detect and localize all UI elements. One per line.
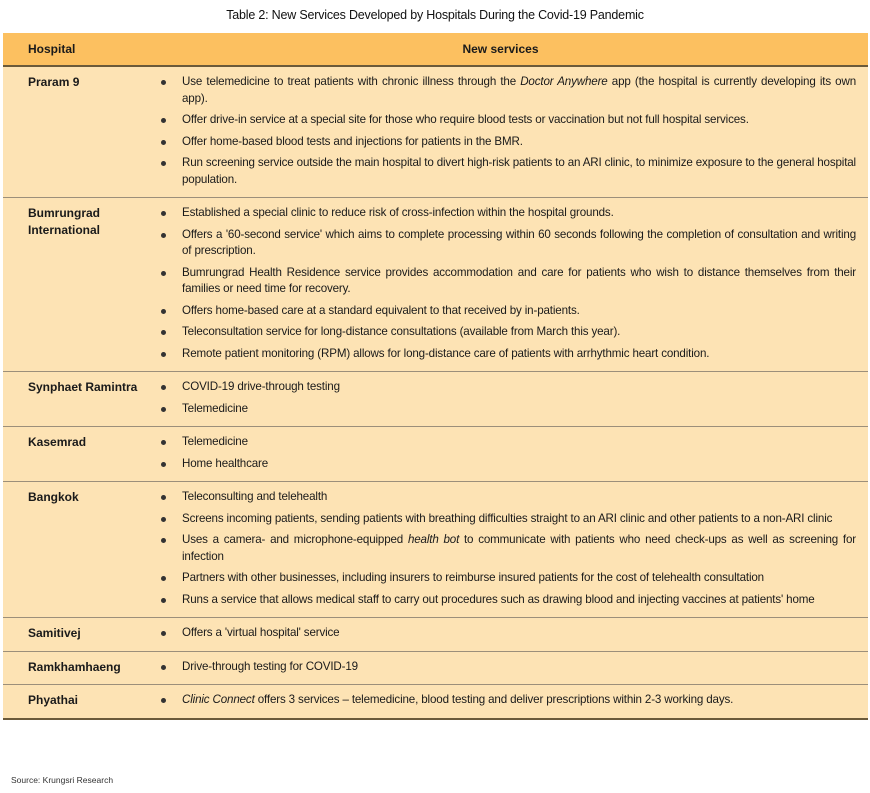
services-list [153, 202, 868, 367]
service-item [153, 324, 868, 341]
service-item [153, 489, 868, 506]
service-text: Run screening service outside the main hospital to divert high-risk patients to an ARI clinic, to minimize exposure to the general hospital population. [182, 156, 856, 186]
service-text: Offer home-based blood tests and injections for patients in the BMR. [182, 134, 523, 148]
service-emphasis: health bot [407, 533, 460, 546]
hospital-name: Samitivej [28, 626, 81, 640]
service-text: COVID-19 drive-through testing [182, 380, 340, 393]
service-item [153, 155, 868, 188]
services-list [153, 376, 868, 422]
header-new-services: New services [462, 42, 539, 56]
hospital-name: Praram 9 [28, 75, 80, 89]
service-text: Offers a 'virtual hospital' service [182, 626, 340, 639]
service-text: Offer drive-in service at a special site for those who require blood tests or vaccination but not full hospital services. [182, 113, 749, 126]
hospital-name: Ramkhamhaeng [28, 659, 121, 674]
service-text: offers 3 services – telemedicine, blood testing and deliver prescriptions within 2-3 working days. [254, 693, 734, 706]
table-header [3, 33, 868, 67]
table-row [3, 685, 868, 720]
table-row [3, 198, 868, 372]
services-list [153, 689, 868, 714]
service-item [153, 625, 868, 642]
header-hospital: Hospital [28, 42, 76, 56]
hospital-services-table [3, 33, 868, 720]
hospital-name: Bangkok [28, 490, 79, 504]
hospital-name: Synphaet Ramintra [28, 380, 138, 394]
service-text: Telemedicine [182, 401, 248, 415]
service-item [153, 456, 868, 473]
service-item [153, 434, 868, 451]
service-text: Offers home-based care at a standard equivalent to that received by in-patients. [182, 303, 580, 317]
table-body [3, 67, 868, 720]
service-text: Uses a camera- and microphone-equipped [182, 533, 408, 546]
service-item [153, 379, 868, 396]
service-text: app (the hospital is currently developing its own app). [182, 75, 857, 105]
service-text: Runs a service that allows medical staff to carry out procedures such as drawing blood and injecting vaccines at patients' home [182, 592, 815, 606]
services-list [153, 431, 868, 477]
services-list [153, 486, 868, 613]
service-item [153, 74, 868, 107]
table-row [3, 372, 868, 427]
service-text: Partners with other businesses, including insurers to reimburse insured patients for the cost of telehealth consultation [182, 571, 764, 584]
service-text: to communicate with patients who need check-ups as well as screening for infection [182, 533, 857, 563]
table-row [3, 652, 868, 686]
table-row [3, 427, 868, 482]
table-row [3, 482, 868, 618]
service-text: Bumrungrad Health Residence service provides accommodation and care for patients who wish to distance themselves from their families or need time for recovery. [182, 265, 856, 295]
service-text: Use telemedicine to treat patients with chronic illness through the [182, 75, 521, 88]
service-text: Teleconsultation service for long-distance consultations (available from March this year). [182, 325, 621, 338]
service-text: Drive-through testing for COVID-19 [182, 659, 358, 673]
service-text: Established a special clinic to reduce risk of cross-infection within the hospital grounds. [182, 206, 614, 219]
service-item [153, 303, 868, 320]
service-emphasis: Doctor Anywhere [520, 75, 608, 88]
service-text: Teleconsulting and telehealth [182, 490, 328, 503]
service-item [153, 659, 868, 676]
service-item [153, 592, 868, 609]
service-item [153, 511, 868, 528]
service-text: Telemedicine [182, 435, 248, 448]
service-item [153, 265, 868, 298]
hospital-name: Bumrungrad International [28, 206, 101, 237]
service-item [153, 205, 868, 222]
service-text: Offers a '60-second service' which aims to complete processing within 60 seconds following the completion of consultation and writing of prescription. [182, 227, 856, 257]
table-row [3, 67, 868, 198]
services-list [153, 71, 868, 193]
service-item [153, 532, 868, 565]
services-list [153, 656, 868, 681]
service-item [153, 401, 868, 418]
service-text: Screens incoming patients, sending patients with breathing difficulties straight to an ARI clinic and other patients to a non-ARI clinic [182, 511, 833, 525]
service-item [153, 134, 868, 151]
service-item [153, 346, 868, 363]
service-item [153, 112, 868, 129]
service-text: Home healthcare [182, 456, 269, 470]
service-text: Remote patient monitoring (RPM) allows for long-distance care of patients with arrhythmic heart condition. [182, 346, 710, 360]
source-note: Source: Krungsri Research [11, 775, 114, 785]
table-title: Table 2: New Services Developed by Hospitals During the Covid-19 Pandemic [226, 8, 644, 22]
service-item [153, 570, 868, 587]
service-emphasis: Clinic Connect [182, 693, 255, 706]
service-item [153, 227, 868, 260]
table-row [3, 618, 868, 652]
hospital-name: Kasemrad [28, 435, 87, 449]
hospital-name: Phyathai [28, 693, 79, 707]
services-list [153, 622, 868, 647]
service-item [153, 692, 868, 709]
